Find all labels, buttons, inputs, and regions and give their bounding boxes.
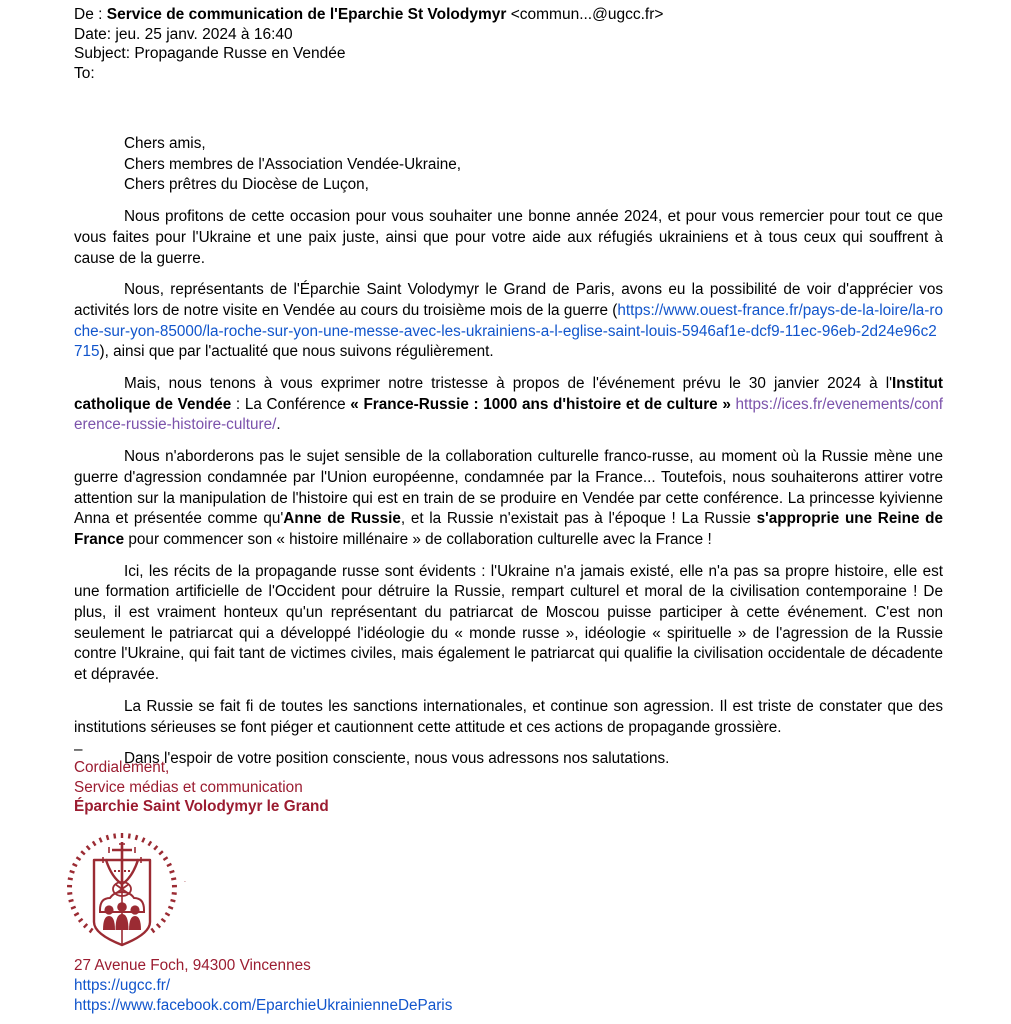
- paragraph-6: La Russie se fait fi de toutes les sanctions internationales, et continue son agression. Il est triste de constater que des institutions sérieuses se font piéger et cautionnent cette attitude et ces actions de propagande grossière.: [74, 697, 943, 736]
- paragraph-7: Dans l'espoir de votre position consciente, nous vous adressons nos salutations.: [124, 750, 670, 768]
- paragraph-2-text-a: Nous, représentants de l'Éparchie Saint Volodymyr le Grand de Paris, avons eu la possibilité de voir d'apprécier vos activités lors de notre visite en Vendée au cours du troisième mois de la guerre (: [74, 281, 943, 319]
- eparchy-seal-icon: [62, 826, 189, 954]
- signature-block: [74, 742, 329, 817]
- paragraph-3-text-a: Mais, nous tenons à vous exprimer notre tristesse à propos de l'événement prévu le 30 janvier 2024 à l': [124, 375, 893, 393]
- email-from-address: <commun...@ugcc.fr>: [510, 6, 664, 23]
- email-from-name: Service de communication de l'Eparchie St Volodymyr: [106, 6, 507, 23]
- email-date-row: [74, 25, 954, 45]
- paragraph-4-text-b: , et la Russie n'existait pas à l'époque ! La Russie: [400, 510, 757, 528]
- email-to-row: [74, 64, 954, 84]
- paragraph-4-bold-anne-de-russie: Anne de Russie: [283, 510, 401, 528]
- email-to-label: To:: [74, 64, 95, 82]
- paragraph-1: Nous profitons de cette occasion pour vous souhaiter une bonne année 2024, et pour vous remercier pour tout ce que vous faites pour l'Ukraine et une paix juste, ainsi que pour votre aide aux réfugiés ukrainiens et à tous ceux qui souffrent à cause de la guerre.: [74, 208, 943, 267]
- paragraph-4-text-c: pour commencer son « histoire millénaire » de collaboration culturelle avec la France !: [124, 530, 712, 548]
- paragraph-2: [74, 280, 943, 363]
- paragraph-4: [74, 447, 943, 551]
- footer-website-link[interactable]: https://ugcc.fr/: [74, 977, 171, 995]
- salutation-line-1: Chers amis,: [124, 135, 206, 152]
- signature-eparchie: Éparchie Saint Volodymyr le Grand: [74, 798, 329, 816]
- signature-service: Service médias et communication: [74, 778, 303, 796]
- paragraph-2-text-b: ), ainsi que par l'actualité que nous suivons régulièrement.: [99, 343, 494, 361]
- email-from-label: De :: [74, 6, 103, 23]
- email-from-row: [74, 5, 954, 25]
- salutation-line-3: Chers prêtres du Diocèse de Luçon,: [124, 176, 369, 194]
- paragraph-3-text-d: .: [276, 416, 281, 434]
- paragraph-4-text-a: Nous n'aborderons pas le sujet sensible de la collaboration culturelle franco-russe, au moment où la Russie mène une guerre d'agression condamnée par l'Union européenne, condamnée par la France... Toutefois, nous souhaiterons attirer votre attention sur la manipulation de l'histoire qui est en train de se produire en Vendée par cette conférence. La princesse kyivienne Anna et présentée comme qu': [74, 448, 943, 528]
- email-date-label: Date:: [74, 25, 112, 43]
- letter-body: [74, 134, 943, 770]
- email-subject-label: Subject:: [74, 45, 131, 63]
- paragraph-4-bold-reine-de-france: s'approprie une Reine de France: [74, 510, 943, 548]
- salutation-line-2: Chers membres de l'Association Vendée-Ukraine,: [124, 155, 462, 173]
- ices-conference-link[interactable]: https://ices.fr/evenements/conference-russie-histoire-culture/: [74, 395, 943, 434]
- svg-text:·: ·: [182, 880, 189, 883]
- email-date-value: jeu. 25 janv. 2024 à 16:40: [115, 25, 293, 43]
- signature-separator: –: [74, 741, 83, 758]
- footer-facebook-link[interactable]: https://www.facebook.com/EparchieUkrainienneDeParis: [74, 997, 453, 1015]
- footer-contact-block: [74, 956, 452, 1017]
- email-subject-value: Propagande Russe en Vendée: [134, 45, 346, 63]
- email-header: [74, 5, 954, 83]
- paragraph-3-bold-conference-title: « France-Russie : 1000 ans d'histoire et de culture »: [350, 395, 731, 413]
- paragraph-3: [74, 374, 943, 436]
- paragraph-5: Ici, les récits de la propagande russe sont évidents : l'Ukraine n'a jamais existé, elle n'a pas sa propre histoire, elle est une formation artificielle de l'Occident pour détruire la Russie, rempart culturel et moral de la civilisation contemporaine ! De plus, il est vraiment honteux qu'un représentant du patriarcat de Moscou puisse participer à cette événement. C'est non seulement le patriarcat qui a développé l'idéologie du « monde russe », idéologie « spirituelle » de l'agression de la Russie contre l'Ukraine, qui fait tant de victimes civiles, mais également le patriarcat qui qualifie la civilisation occidentale de décadente et dépravée.: [74, 562, 943, 684]
- salutation-block: [74, 134, 943, 196]
- paragraph-3-bold-institut: Institut catholique de Vendée: [74, 375, 943, 413]
- ouest-france-article-link[interactable]: https://www.ouest-france.fr/pays-de-la-loire/la-roche-sur-yon-85000/la-roche-sur-yon-une-messe-avec-les-ukrainiens-a-l-eglise-saint-louis-5946af1e-dcf9-11ec-96eb-2d24e96c2715: [74, 301, 943, 361]
- paragraph-3-text-b: : La Conférence: [231, 395, 351, 413]
- email-subject-row: [74, 44, 954, 64]
- signature-cordialement: Cordialement,: [74, 759, 170, 776]
- footer-address: 27 Avenue Foch, 94300 Vincennes: [74, 957, 311, 974]
